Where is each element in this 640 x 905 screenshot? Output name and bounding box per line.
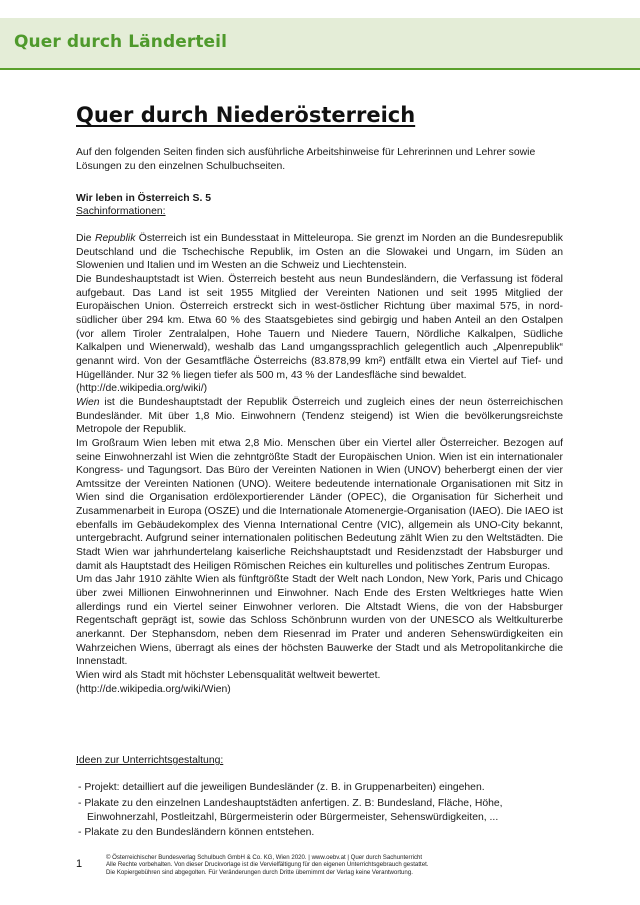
footer-copyright — [106, 854, 576, 876]
paragraph-grossraum: Im Großraum Wien leben mit etwa 2,8 Mio. Menschen über ein Viertel aller Österreicher. Bezogen auf seine Einwohnerzahl ist Wien die zehntgrößte Stadt der Europäischen Union. Wien ist ein internationaler Kongress- und Tagungsort. Das Büro der Vereinten Nationen in Wien (UNOV) beherbergt einen der vier Amtssitze der Vereinten Nationen (UNO). Weitere bedeutende internationale Organisationen mit Sitz in Wien sind die Organisation erdölexportierender Länder (OPEC), die Organisation für Sicherheit und Zusammenarbeit in Europa (OSZE) und die Internationale Atomenergie-Organisation (IAEO). Die IAEO ist ebenfalls im Gebäudekomplex des Vienna International Centre (VIC), allgemein als UNO-City bekannt, untergebracht. Aufgrund seiner internationalen politischen Bedeutung zählt Wien zu den Weltstädten. Die Stadt Wien war jahrhundertelang kaiserliche Reichshauptstadt und Residenzstadt der Habsburger und damit als Hauptstadt des Heiligen Römischen Reiches ein kulturelles und politisches Zentrum Europas. — [76, 437, 563, 572]
page-number: 1 — [76, 858, 83, 870]
paragraph-wien — [76, 396, 563, 437]
page-header — [0, 18, 640, 70]
list-item: - Plakate zu den einzelnen Landeshauptstädten anfertigen. Z. B: Bundesland, Fläche, Höhe, Einwohnerzahl, Postleitzahl, Bürgermeisterin oder Bürgermeister, Sehenswürdigkeiten, ... — [78, 797, 503, 823]
section-heading: Wir leben in Österreich S. 5 — [76, 193, 212, 204]
emphasis-republik: Republik — [94, 233, 136, 244]
text-run: Österreich ist ein Bundesstaat in Mitteleuropa. Sie grenzt im Norden an die Bundesrepublik Deutschland und die Tschechische Republik, im Osten an die Slowakei und Ungarn, im Süden an Slowenien und Italien und im Westen an die Schweiz und Liechtenstein. — [76, 233, 564, 272]
text-run: ist die Bundeshauptstadt der Republik Österreich und zugleich eines der neun österreichischen Bundesländer. Mit über 1,8 Mio. Einwohnern (Tendenz steigend) ist Wien die bevölkerungsreichste Metropole der Republik. — [76, 396, 563, 436]
body-text — [76, 232, 563, 696]
paragraph-lebensqualitaet: Wien wird als Stadt mit höchster Lebensqualität weltweit bewertet. — [76, 670, 381, 681]
section-subheading: Sachinformationen: — [76, 206, 166, 217]
page-title: Quer durch Niederösterreich — [76, 103, 416, 127]
emphasis-wien: Wien — [76, 396, 100, 408]
footer-line: Alle Rechte vorbehalten. Von dieser Druckvorlage ist die Vervielfältigung für den eigenen Unterrichtsgebrauch gestattet. — [106, 861, 429, 869]
paragraph-bundeshauptstadt: Die Bundeshauptstadt ist Wien. Österreich besteht aus neun Bundesländern, die Verfassung ist föderal aufgebaut. Das Land ist seit 1955 Mitglied der Vereinten Nationen und seit 1995 Mitglied der Europäischen Union. Österreich erstreckt sich in west-östlicher Richtung über maximal 575, in nord-südlicher über 294 km. Etwa 60 % des Staatsgebietes sind gebirgig und haben Anteil an den Ostalpen (vor allem Tiroler Zentralalpen, Hohe Tauern und Niedere Tauern, Nördliche Kalkalpen, Südliche Kalkalpen und Wienerwald), weshalb das Land umgangssprachlich gelegentlich auch „Alpenrepublik“ genannt wird. Von der Gesamtfläche Österreichs (83.878,99 km²) entfällt etwa ein Viertel auf Tief- und Hügelländer. Nur 32 % liegen tiefer als 500 m, 43 % der Landesfläche sind bewaldet. — [76, 273, 563, 381]
source-link-wikipedia: (http://de.wikipedia.org/wiki/) — [76, 383, 208, 395]
list-item: - Plakate zu den Bundesländern können entstehen. — [78, 827, 315, 839]
ideas-heading: Ideen zur Unterrichtsgestaltung: — [76, 755, 224, 766]
paragraph-geschichte: Um das Jahr 1910 zählte Wien als fünftgrößte Stadt der Welt nach London, New York, Paris und Chicago über zwei Millionen Einwohnerinnen und Einwohner. Nach Ende des Ersten Weltkrieges hatte Wien allerdings rund ein Viertel seiner Einwohner verloren. Die Altstadt Wiens, die von der Habsburger Regentschaft geprägt ist, sowie das Schloss Schönbrunn wurden von der UNESCO als Weltkulturerbe anerkannt. Der Stephansdom, neben dem Riesenrad im Prater und anderen Sehenswürdigkeiten ein Wahrzeichen Wiens, überragt als eines der höchsten Bauwerke der Stadt und als Metropolitankirche die Innenstadt. — [76, 574, 563, 668]
intro-text: Auf den folgenden Seiten finden sich ausführliche Arbeitshinweise für Lehrerinnen und Lehrer sowie Lösungen zu den einzelnen Schulbuchseiten. — [76, 147, 536, 172]
paragraph-republik — [76, 232, 563, 273]
text-run: Die — [76, 233, 95, 244]
ideas-list — [78, 781, 558, 842]
list-item: - Projekt: detailliert auf die jeweiligen Bundesländer (z. B. in Gruppenarbeiten) eingehen. — [78, 782, 485, 793]
footer-line: © Österreichischer Bundesverlag Schulbuch GmbH & Co. KG, Wien 2020. | www.oebv.at | Quer durch Sachunterricht — [106, 854, 423, 861]
source-link-wien: (http://de.wikipedia.org/wiki/Wien) — [76, 683, 231, 695]
footer-line: Die Kopiergebühren sind abgegolten. Für Veränderungen durch Dritte übernimmt der Verlag keine Verantwortung. — [106, 868, 413, 876]
header-title: Quer durch Länderteil — [14, 32, 228, 52]
